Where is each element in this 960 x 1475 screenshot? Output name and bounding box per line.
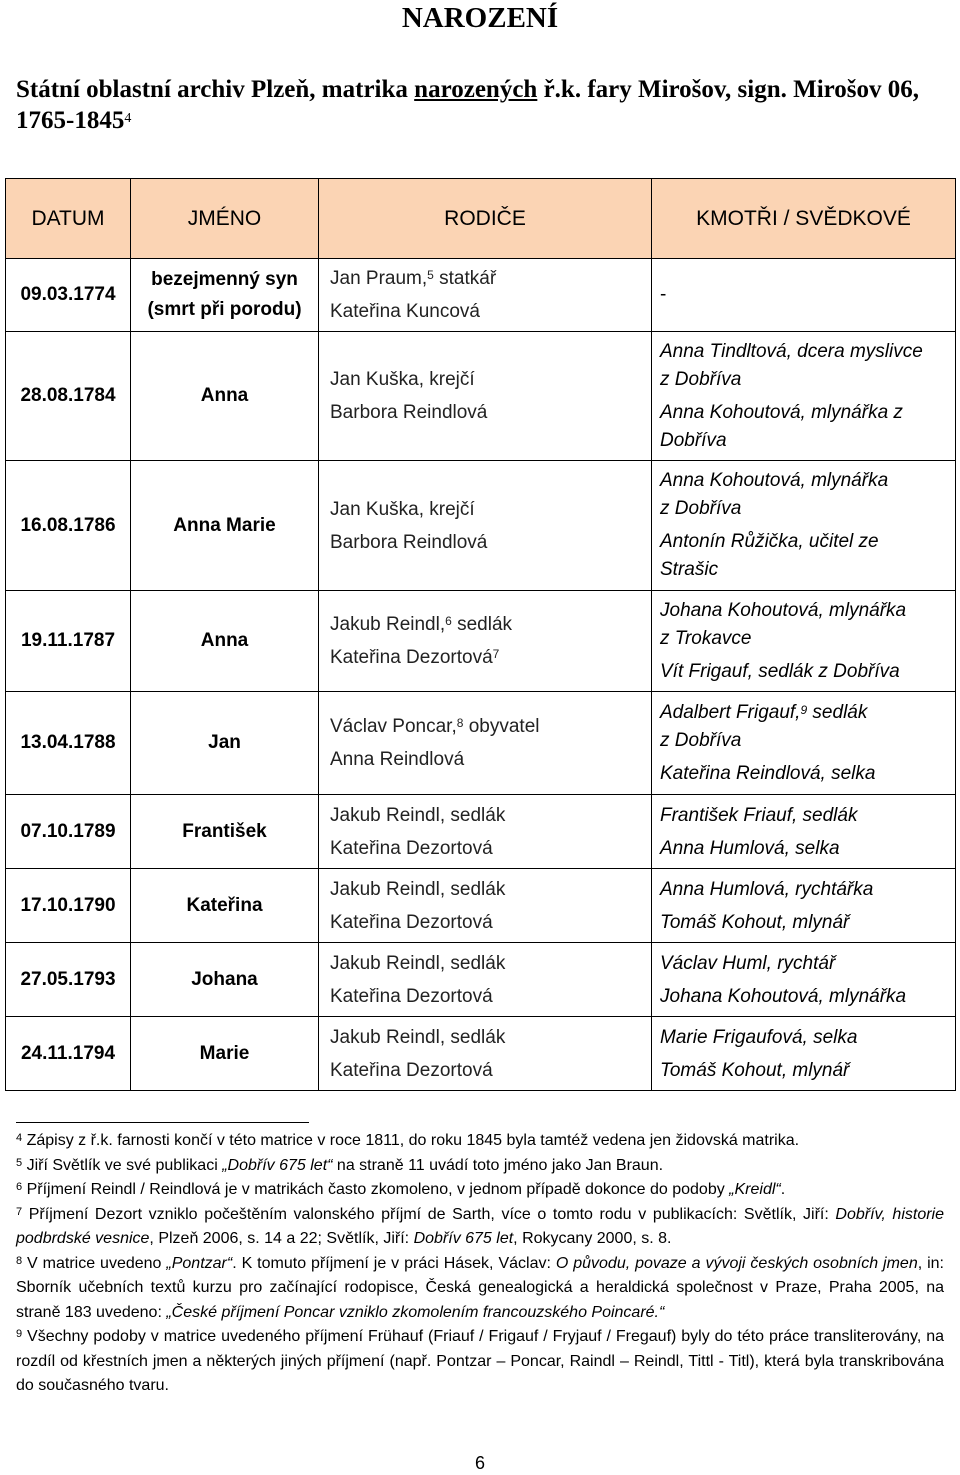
- name-line: (smrt při porodu): [147, 299, 302, 320]
- header-date: DATUM: [6, 179, 131, 259]
- cell-date: 16.08.1786: [6, 461, 131, 591]
- father: Jakub Reindl, sedlák: [330, 952, 506, 974]
- mother: Barbora Reindlová: [330, 531, 488, 553]
- table-header-row: [6, 179, 956, 259]
- cell-date: 24.11.1794: [6, 1017, 131, 1091]
- footnote-ref: 5: [427, 268, 434, 282]
- footnotes: [16, 1129, 944, 1399]
- footnote-separator: [16, 1122, 309, 1123]
- godparent-line: [660, 699, 955, 727]
- footnote-book-title: Dobřív 675 let: [413, 1230, 514, 1247]
- godparent-line: z Dobříva: [660, 729, 742, 751]
- archive-subtitle: [16, 74, 946, 136]
- cell-godparents: [652, 795, 956, 869]
- cell-parents: [319, 461, 652, 591]
- cell-parents: [319, 869, 652, 943]
- cell-name: Jan: [131, 692, 319, 795]
- subtitle-part3: ř.k. fary Mirošov, sign. Mirošov 06, 1765-1845: [16, 76, 920, 134]
- footnote-ref: 9: [800, 702, 808, 717]
- cell-name: Kateřina: [131, 869, 319, 943]
- table-row: [6, 869, 956, 943]
- cell-name: Anna: [131, 591, 319, 692]
- footnote-text: , in: Sborník učebních textů kurzu pro začínající rodopisce, Česká genealogická a heraldická společnost v Praze, Praha 2005, na straně 183 uvedeno:: [16, 1254, 944, 1321]
- cell-date: 28.08.1784: [6, 332, 131, 461]
- table-row: [6, 259, 956, 332]
- mother: Kateřina Dezortová: [330, 647, 493, 668]
- cell-name: František: [131, 795, 319, 869]
- cell-parents: [319, 591, 652, 692]
- footnote-text: , Plzeň 2006, s. 14 a 22; Světlík, Jiří:: [149, 1230, 414, 1247]
- footnote-text: V matrice uvedeno: [22, 1254, 167, 1272]
- footnote-5: [16, 1154, 944, 1179]
- godparent-line: Václav Huml, rychtář: [660, 952, 836, 974]
- footnote-quote: „Dobřív 675 let“: [222, 1156, 333, 1174]
- godparent: Adalbert Frigauf,: [660, 701, 801, 723]
- table-row: [6, 461, 956, 591]
- cell-date: 09.03.1774: [6, 259, 131, 332]
- table-row: [6, 692, 956, 795]
- godparent-line: Kateřina Reindlová, selka: [660, 762, 876, 784]
- godparent-line: Johana Kohoutová, mlynářka: [660, 985, 907, 1007]
- birth-register-table: [5, 178, 956, 1091]
- header-parents: RODIČE: [319, 179, 652, 259]
- cell-godparents: [652, 332, 956, 461]
- cell-parents: [319, 332, 652, 461]
- godparent-line: Tomáš Kohout, mlynář: [660, 911, 850, 933]
- cell-name: [131, 259, 319, 332]
- father-occupation: statkář: [433, 268, 497, 289]
- godparent-line: Antonín Růžička, učitel ze: [660, 531, 879, 552]
- cell-date: 27.05.1793: [6, 943, 131, 1017]
- cell-name: Marie: [131, 1017, 319, 1091]
- table-row: [6, 591, 956, 692]
- footnote-ref: 7: [492, 647, 500, 661]
- header-name: JMÉNO: [131, 179, 319, 259]
- cell-godparents: [652, 692, 956, 795]
- godparent-line: František Friauf, sedlák: [660, 804, 858, 826]
- mother: Kateřina Kuncová: [330, 301, 480, 322]
- footnote-text: , Rokycany 2000, s. 8.: [513, 1230, 672, 1247]
- father-occupation: sedlák: [451, 614, 513, 635]
- father: Jakub Reindl,: [330, 614, 446, 635]
- father-line: [330, 710, 651, 743]
- footnote-quote: „České příjmení Poncar vzniklo zkomolením francouzského Poincaré.“: [166, 1303, 665, 1321]
- godparent-line: z Dobříva: [660, 368, 742, 390]
- footnote-4: [16, 1129, 944, 1154]
- table-row: [6, 943, 956, 1017]
- cell-date: 13.04.1788: [6, 692, 131, 795]
- subtitle-footnote-ref: 4: [124, 111, 132, 126]
- footnote-text: Všechny podoby v matrice uvedeného příjmení Frühauf (Friauf / Frigauf / Fryjauf / Fregauf) byly do této práce transliterovány, na rozdíl od křestních jmen a některých jiných příjmení (např. Pontzar – Poncar, Raindl – Reindl, Tittl - Titl), která byla transkribována do současného tvaru.: [16, 1328, 944, 1394]
- mother: Kateřina Dezortová: [330, 1059, 493, 1081]
- cell-name: Anna: [131, 332, 319, 461]
- table-row: [6, 795, 956, 869]
- cell-date: 07.10.1789: [6, 795, 131, 869]
- mother: Kateřina Dezortová: [330, 837, 493, 859]
- godparent-line: Dobříva: [660, 429, 727, 451]
- footnote-number: 7: [16, 1205, 23, 1218]
- cell-godparents: [652, 591, 956, 692]
- father-occupation: obyvatel: [463, 716, 540, 737]
- godparent-line: Strašic: [660, 559, 719, 580]
- cell-parents: [319, 943, 652, 1017]
- footnote-number: 6: [16, 1181, 23, 1193]
- footnote-book-title: O původu, povaze a vývoji českých osobních jmen: [555, 1254, 918, 1272]
- footnote-text: .: [780, 1181, 786, 1198]
- godparent-line: z Dobříva: [660, 498, 742, 519]
- footnote-8: [16, 1252, 944, 1326]
- footnote-9: [16, 1325, 944, 1399]
- cell-parents: [319, 692, 652, 795]
- header-godparents: KMOTŘI / SVĚDKOVÉ: [652, 179, 956, 259]
- godparent-line: Tomáš Kohout, mlynář: [660, 1059, 850, 1081]
- father-line: [330, 608, 651, 641]
- cell-date: 19.11.1787: [6, 591, 131, 692]
- page-title: NAROZENÍ: [401, 2, 559, 34]
- name-line: bezejmenný syn: [151, 269, 298, 290]
- cell-godparents: [652, 869, 956, 943]
- footnote-ref: 8: [456, 716, 464, 730]
- cell-parents: [319, 1017, 652, 1091]
- mother: Kateřina Dezortová: [330, 985, 493, 1007]
- cell-name: Anna Marie: [131, 461, 319, 591]
- table-row: [6, 1017, 956, 1091]
- footnote-text: Příjmení Dezort vzniklo počeštěním valonského příjmí de Sarth, více o tomto rodu v publikacích: Světlík, Jiří:: [22, 1205, 836, 1223]
- footnote-quote: „Pontzar“: [166, 1254, 233, 1272]
- table-row: [6, 332, 956, 461]
- father: Jakub Reindl, sedlák: [330, 878, 506, 900]
- godparent-line: Anna Humlová, rychtářka: [660, 878, 874, 900]
- father: Jakub Reindl, sedlák: [330, 804, 506, 826]
- godparent-line: Anna Kohoutová, mlynářka: [660, 470, 889, 491]
- father: Václav Poncar,: [330, 716, 457, 737]
- footnote-number: 9: [16, 1328, 23, 1340]
- cell-date: 17.10.1790: [6, 869, 131, 943]
- footnote-text: Jiří Světlík ve své publikaci: [22, 1156, 223, 1174]
- godparent-line: Johana Kohoutová, mlynářka: [660, 599, 907, 621]
- mother: Barbora Reindlová: [330, 402, 488, 423]
- godparent-line: Marie Frigaufová, selka: [660, 1026, 858, 1048]
- cell-parents: [319, 259, 652, 332]
- cell-parents: [319, 795, 652, 869]
- godparent-occupation: sedlák: [807, 701, 868, 723]
- footnote-book-title: Dobřív, historie podbrdské vesnice: [16, 1205, 945, 1247]
- footnote-text: Příjmení Reindl / Reindlová je v matrikách často zkomoleno, v jednom případě dokonce do podoby: [22, 1181, 730, 1198]
- subtitle-part1: Státní oblastní archiv Plzeň, matrika: [16, 76, 408, 103]
- cell-godparents: [652, 1017, 956, 1091]
- godparent-line: Anna Kohoutová, mlynářka z: [660, 401, 903, 423]
- cell-godparents: [652, 259, 956, 332]
- godparent-line: Anna Tindltová, dcera myslivce: [660, 340, 923, 362]
- cell-godparents: [652, 461, 956, 591]
- mother: Kateřina Dezortová: [330, 911, 493, 933]
- godparent-line: Vít Frigauf, sedlák z Dobříva: [660, 660, 900, 682]
- footnote-text: Zápisy z ř.k. farnosti končí v této matrice v roce 1811, do roku 1845 byla tamtéž vedena jen židovská matrika.: [22, 1132, 800, 1149]
- footnote-quote: „Kreidl“: [729, 1181, 781, 1198]
- father: Jakub Reindl, sedlák: [330, 1026, 506, 1048]
- father: Jan Praum,: [330, 268, 428, 289]
- footnote-7: [16, 1203, 944, 1252]
- godparent-line: -: [660, 284, 667, 305]
- cell-name: Johana: [131, 943, 319, 1017]
- footnote-number: 8: [16, 1254, 23, 1267]
- page-number: 6: [474, 1453, 485, 1473]
- footnote-text: . K tomuto příjmení je v práci Hásek, Václav:: [232, 1254, 556, 1272]
- godparent-line: z Trokavce: [660, 627, 752, 649]
- father: Jan Kuška, krejčí: [330, 369, 475, 390]
- mother-line: [330, 641, 651, 674]
- footnote-text: na straně 11 uvádí toto jméno jako Jan Braun.: [332, 1156, 664, 1174]
- footnote-number: 4: [16, 1132, 23, 1144]
- godparent-line: Anna Humlová, selka: [660, 837, 840, 859]
- father: Jan Kuška, krejčí: [330, 498, 475, 520]
- subtitle-part2: narozených: [414, 76, 538, 103]
- cell-godparents: [652, 943, 956, 1017]
- father-line: [330, 262, 651, 295]
- footnote-number: 5: [16, 1156, 23, 1169]
- mother: Anna Reindlová: [330, 749, 465, 770]
- footnote-6: [16, 1178, 944, 1203]
- footnote-ref: 6: [445, 614, 452, 628]
